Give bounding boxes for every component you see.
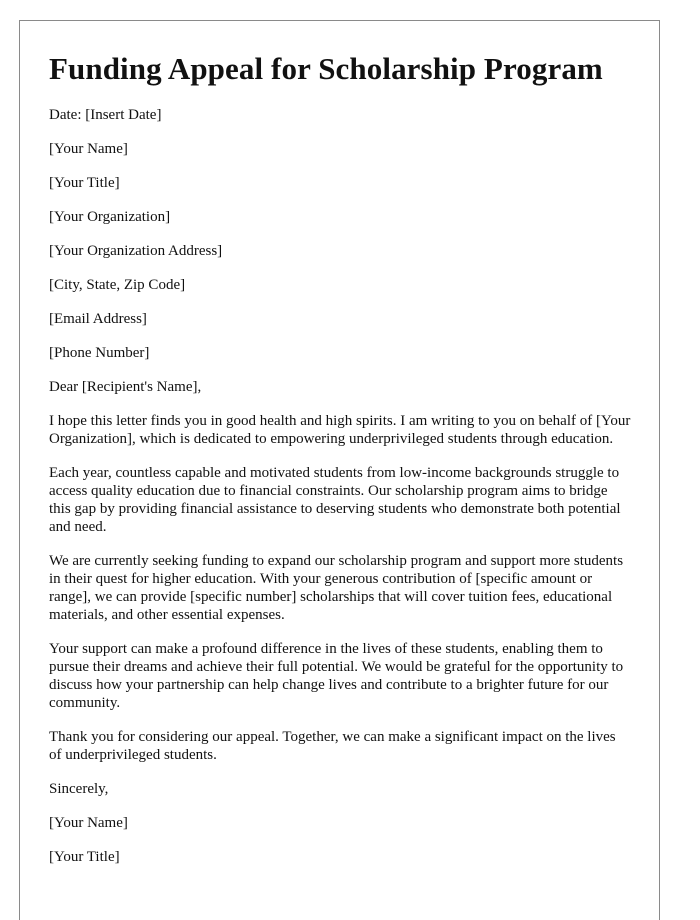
body-paragraph-request: We are currently seeking funding to expand our scholarship program and support more students in their quest for higher education. With your generous contribution of [specific amount or range], we can provide [specific number] scholarships that will cover tuition fees, educational materials, and other essential expenses. [49, 553, 624, 623]
body-paragraph-need: Each year, countless capable and motivated students from low-income backgrounds struggle to access quality education due to financial constraints. Our scholarship program aims to bridge this gap by providing financial assistance to deserving students who demonstrate both potential and need. [49, 465, 621, 535]
sender-title: [Your Title] [49, 175, 120, 191]
signature-title: [Your Title] [49, 849, 120, 865]
salutation: Dear [Recipient's Name], [49, 379, 202, 395]
body-paragraph-thanks: Thank you for considering our appeal. Together, we can make a significant impact on the lives of underprivileged students. [49, 729, 616, 763]
date-line: Date: [Insert Date] [49, 107, 162, 123]
sender-email: [Email Address] [49, 311, 147, 327]
letter-page [19, 20, 660, 920]
sender-organization: [Your Organization] [49, 209, 171, 225]
closing: Sincerely, [49, 781, 109, 797]
body-paragraph-intro: I hope this letter finds you in good health and high spirits. I am writing to you on behalf of [Your Organization], which is dedicated to empowering underprivileged students through education. [49, 413, 631, 447]
signature-name: [Your Name] [49, 815, 128, 831]
sender-city-state-zip: [City, State, Zip Code] [49, 277, 186, 293]
sender-phone: [Phone Number] [49, 345, 150, 361]
sender-organization-address: [Your Organization Address] [49, 243, 223, 259]
body-paragraph-impact: Your support can make a profound difference in the lives of these students, enabling them to pursue their dreams and achieve their full potential. We would be grateful for the opportunity to discuss how your partnership can help change lives and contribute to a brighter future for our community. [49, 641, 624, 711]
sender-name: [Your Name] [49, 141, 128, 157]
letter-title: Funding Appeal for Scholarship Program [49, 51, 603, 86]
